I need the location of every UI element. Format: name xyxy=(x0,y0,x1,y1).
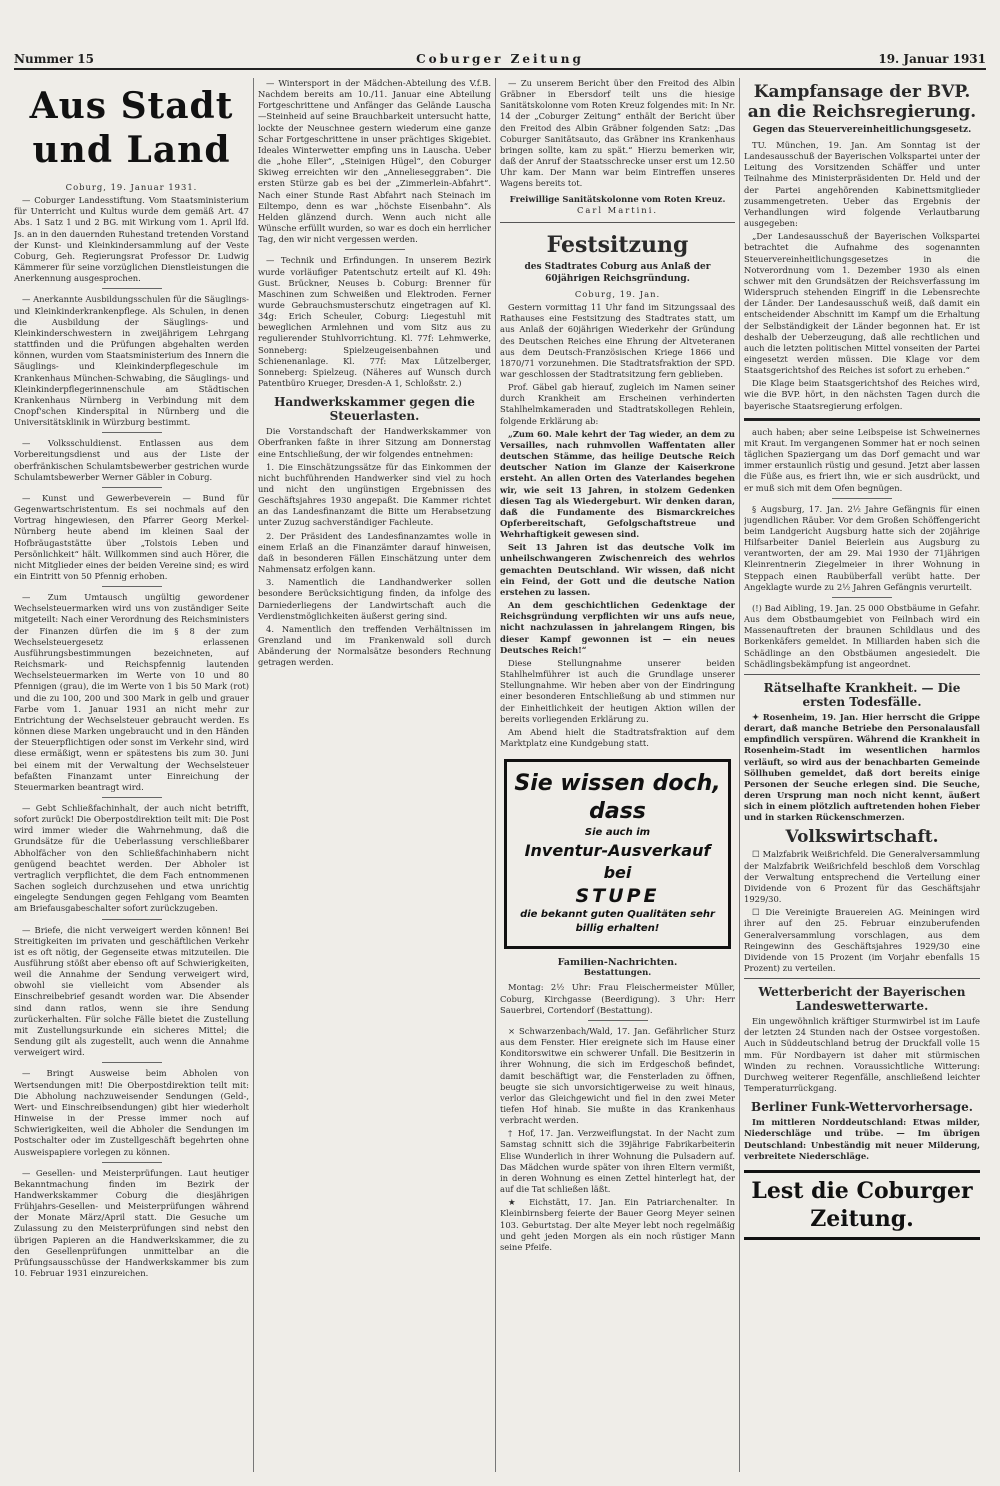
dateline: Coburg, 19. Januar 1931. xyxy=(65,182,198,192)
section-heading-krankheit: Rätselhafte Krankheit. — Die ersten Todesfälle. xyxy=(763,680,961,709)
article-handwerkskammer-point-1: 1. Die Einschätzungssätze für das Einkommen der nicht buchführenden Handwerker sind viel zu hoch und nicht den ungünstigen Ergebnissen des Geschäftsjahres 1930 angepaßt. Die Kammer richtet an das Landesfinanzamt die Bitte um Herabsetzung unter Zuzug sachverständiger Fachleute. xyxy=(258,461,491,528)
article-festsitzung-1: Gestern vormittag 11 Uhr fand im Sitzungssaal des Rathauses eine Festsitzung des Stadtrates statt, um aus Anlaß der 60jährigen Wiederkehr der Gründung des Deutschen Reiches eine Ehrung der Altveteranen aus dem Deutsch-Französischen Kriege 1866 und 1870/71 vorzunehmen. Die Stadtratsfraktion der SPD. war geschlossen der Stadtratsitzung fern geblieben. xyxy=(500,302,735,379)
signature-name: Carl Martini. xyxy=(576,204,659,215)
ad-line-1: Sie wissen doch, dass xyxy=(514,771,721,825)
section-heading-handwerkskammer: Handwerkskammer gegen die Steuerlasten. xyxy=(274,395,475,424)
column-2 xyxy=(258,78,491,1472)
ad-line-5: die bekannt guten Qualitäten sehr billig erhalten! xyxy=(520,909,715,935)
column-rule xyxy=(495,78,496,1472)
section-heading-volkswirtschaft: Volkswirtschaft. xyxy=(785,827,939,848)
section-heading-funkwetter: Berliner Funk-Wettervorhersage. xyxy=(751,1100,973,1115)
article-eichstaett: ★ Eichstätt, 17. Jan. Ein Patriarchenalter. In Kleinbirnsberg feierte der Bauer Georg Meyer seinen 103. Geburtstag. Der alte Meyer lebt noch regelmäßig und geht jeden Morgen als ein noch rüstiger Mann seine Pfeife. xyxy=(500,1197,735,1252)
divider xyxy=(102,432,162,433)
family-news-heading: Familien-Nachrichten. xyxy=(557,957,678,969)
divider xyxy=(102,1062,162,1063)
article-funkwetter: Im mittleren Norddeutschland: Etwas milder, Niederschläge und trübe. — Im übrigen Deutschland: Unbeständig mit neuer Milderung, verbreitete Niederschläge. xyxy=(744,1117,980,1161)
stupe-advertisement xyxy=(504,759,731,949)
section-heading-wetterbericht: Wetterbericht der Bayerischen Landeswetterwarte. xyxy=(758,985,966,1014)
section-heading-festsitzung: Festsitzung xyxy=(546,231,689,258)
article-hof: † Hof, 17. Jan. Verzweiflungstat. In der Nacht zum Samstag schnitt sich die 39jährige Fabrikarbeiterin Elise Wunderlich in ihrer Wohnung die Pulsadern auf. Das Mädchen wurde später von ihren Eltern vermißt, in deren Wohnung es einen Zettel hinterlegt hat, der auf die Tat schließen läßt. xyxy=(500,1128,735,1195)
article-ausweise: — Bringt Ausweise beim Abholen von Wertsendungen mit! Die Oberpostdirektion teilt mit: Die Abholung nachzuweisender Sendungen (Geld-, Wert- und Einschreibsendungen) gibt hier wiederholt Hinweise in der Presse immer noch auf Schwierigkeiten, weil die Abholer die Sendungen im Postschalter oder im Zustellgeschäft begehrten ohne Ausweispapiere vorlegen zu können. xyxy=(14,1068,249,1157)
article-festsitzung-6: Diese Stellungnahme unserer beiden Stahlhelmführer ist auch die Grundlage unserer Stellungnahme. Wir heben aber von der Eindringung einer besonderen Entschließung ab und stimmen nur der Einheitlichkeit der heutigen Aktion willen der bereits vorliegenden Erklärung zu. xyxy=(500,657,735,724)
article-wechselsteuermarken: — Zum Umtausch ungültig gewordener Wechselsteuermarken wird uns von zuständiger Seite mitgeteilt: Nach einer Verordnung des Reichsministers der Finanzen dürfen die im § 8 der zum Wechselsteuergesetz erlassenen Ausführungsbestimmungen bezeichneten, auf Reichsmark- und Reichspfennig lautenden Wechselsteuermarken im Werte von 10 und 80 Pfennigen (grau), die im Werte von 1 bis 50 Mark (rot) und die zu 100, 200 und 300 Mark in gelb und grauer Farbe vom 1. Januar 1931 an nicht mehr zur Entrichtung der Wechselsteuer gebraucht werden. Es können diese Marken ungebraucht und in den Händen der Steuerpflichtigen oder sonst im Verkehr sind, wird diese ermäßigt, wenn er spätestens bis zum 30. Juni bei einem mit der Verwaltung der Wechselsteuer befaßten Finanzamt unter Einreichung der Steuermarken beantragt wird. xyxy=(14,592,249,792)
article-festsitzung-3: „Zum 60. Male kehrt der Tag wieder, an dem zu Versailles, nach ruhmvollen Waffentaten aller deutschen Stämme, das heilige Deutsche Reich deutscher Nation im Glanze der Kaiserkrone ersteht. An allen Orten des Vaterlandes begehen wir, wie seit 13 Jahren, in stolzem Gedenken diesen Tag als Wiedergeburt. Wir denken daran, daß die Fundamente des Bismarckreiches Opferbereitschaft, Gefolgschaftstreue und Wehrhaftigkeit gewesen sind. xyxy=(500,428,735,540)
article-schliessfach: — Gebt Schließfachinhalt, der auch nicht betrifft, sofort zurück! Die Oberpostdirektion teilt mit: Die Post wird immer wieder die Wahrnehmung, daß die Grundsätze für die Ueberlassung verschließbarer Abholfächer von den Schließfachinhabern nicht genügend beachtet werden. Der Abholer ist vertraglich verpflichtet, die dem Fach entnommenen Sachen sogleich durchzusehen und etwa unrichtig eingelegte Sendungen gegen Fehlgang vom Beamten am Briefausgabeschalter sofort zurückzugeben. xyxy=(14,802,249,914)
article-festsitzung-4: Seit 13 Jahren ist das deutsche Volk im unheilschwangeren Zwischenreich des wehrlos gemachten Deutschland. Wir wissen, daß nicht ein Feind, der Gott und die deutsche Nation erstehen zu lassen. xyxy=(500,542,735,597)
article-kunstverein: — Kunst und Gewerbeverein — Bund für Gegenwartschristentum. Es sei nochmals auf den Vortrag hingewiesen, den Pfarrer Georg Merkel-Nürnberg heute abend im kleinen Saal der Hofbräugaststätte über „Tolstois Leben und Persönlichkeit“ hält. Willkommen sind auch Hörer, die nicht Mitglieder eines der beiden Vereine sind; es wird ein Eintritt von 50 Pfennig erhoben. xyxy=(14,492,249,581)
article-festsitzung-2: Prof. Gäbel gab hierauf, zugleich im Namen seiner durch Krankheit am Erscheinen verhinderten Stahlhelmkameraden und Stadtratskollegen Rehlein, folgende Erklärung ab: xyxy=(500,382,735,426)
article-technik: — Technik und Erfindungen. In unserem Bezirk wurde vorläufiger Patentschutz erteilt auf Kl. 49h: Gust. Brückner, Neuses b. Coburg: Brenner für Maschinen zum Schweißen und Elektroden. Ferner wurde Gebrauchsmusterschutz eingetragen auf Kl. 34g: Erich Scheuler, Coburg: Liegestuhl mit beweglichen Armlehnen und vom Sitz aus zu regulierender Stuhlvorrichtung. Kl. 77f: Lehmwerke, Sonneberg: Spielzeugeisenbahnen und Schienenanlage. Kl. 77f: Max Lützelberger, Sonneberg: Spielzeug. (Näheres auf Wunsch durch Patentbüro Krueger, Dresden-A 1, Schloßstr. 2.) xyxy=(258,255,491,389)
family-news-subheading: Bestattungen. xyxy=(583,968,652,979)
article-rosenheim: ✦ Rosenheim, 19. Jan. Hier herrscht die Grippe derart, daß manche Betriebe den Personalausfall empfindlich verspüren. Während die Krankheit in Rosenheim-Stadt im wesentlichen harmlos verläuft, so wird aus der benachbarten Gemeinde Söllhuben gemeldet, daß dort bereits einige Personen der Seuche erlegen sind. Die Seuche, deren Ursprung man noch nicht kennt, äußert sich in einem plötzlich auftretenden hohen Fieber und in starken Rückenschmerzen. xyxy=(744,711,980,823)
divider xyxy=(744,418,980,421)
column-4 xyxy=(744,78,980,1472)
ad-brand: STUPE xyxy=(575,885,660,908)
divider xyxy=(102,487,162,488)
article-bvp-1: TU. München, 19. Jan. Am Sonntag ist der Landesausschuß der Bayerischen Volkspartei unter der Leitung des Vorsitzenden Schäffer und unter Teilnahme des Ministerpräsidenten Dr. Held und der der Partei angehörenden Kabinettsmitglieder zusammengetreten. Ueber das Ergebnis der Verhandlungen wird folgende Verlautbarung ausgegeben: xyxy=(744,140,980,229)
article-brauereien: ☐ Die Vereinigte Brauereien AG. Meiningen wird ihrer auf den 25. Februar einzuberufenden Generalversammlung vorschlagen, aus dem Reingewinn des Geschäftsjahres 1929/30 eine Dividende von 15 Prozent (im Vorjahr ebenfalls 15 Prozent) zu verteilen. xyxy=(744,907,980,973)
article-wetterbericht: Ein ungewöhnlich kräftiger Sturmwirbel ist im Laufe der letzten 24 Stunden nach der Ostsee vorgestoßen. Auch in Süddeutschland betrug der Druckfall volle 15 mm. Für Nordbayern ist daher mit stürmischen Winden zu rechnen. Voraussichtliche Witterung: Durchweg weiterer Regenfälle, anschließend leichter Temperaturrückgang. xyxy=(744,1016,980,1094)
article-bestattungen: Montag: 2½ Uhr: Frau Fleischermeister Müller, Coburg, Kirchgasse (Beerdigung). 3 Uhr: Herr Sauerbrei, Cortendorf (Bestattung). xyxy=(500,982,735,1015)
article-volksschuldienst: — Volksschuldienst. Entlassen aus dem Vorbereitungsdienst und aus der Liste der oberfränkischen Schulamtsbewerber gestrichen wurde Schulamtsbewerber Werner Gäbler in Coburg. xyxy=(14,438,249,482)
divider xyxy=(744,674,980,675)
divider xyxy=(102,288,162,289)
divider xyxy=(500,222,735,223)
article-handwerkskammer-point-3: 3. Namentlich die Landhandwerker sollen besondere Berücksichtigung finden, da infolge des Darniederliegens der Landwirtschaft auch die Verdienstmöglichkeiten äußerst gering sind. xyxy=(258,577,491,621)
article-bvp-3: Die Klage beim Staatsgerichtshof des Reiches wird, wie die BVP. hört, in den nächsten Tagen durch die bayerische Staatsregierung erfolgen. xyxy=(744,378,980,411)
divider xyxy=(345,249,405,250)
column-rule xyxy=(739,78,740,1472)
signature-organization: Freiwillige Sanitätskolonne vom Roten Kreuz. xyxy=(509,193,726,204)
article-schwarzenbach: × Schwarzenbach/Wald, 17. Jan. Gefährlicher Sturz aus dem Fenster. Hier ereignete sich im Hause einer Konditorswitwe ein schwerer Unfall. Die Besitzerin in ihrer Wohnung, die sich im Erdgeschoß befindet, damit beschäftigt war, die Fensterladen zu öffnen, beugte sie sich unvorsichtigerweise zu weit hinaus, verlor das Gleichgewicht und fiel in den zwei Meter tiefen Hof hinab. Sie mußte in das Krankenhaus verbracht werden. xyxy=(500,1025,735,1126)
issue-number: Nummer 15 xyxy=(14,52,94,66)
article-briefe: — Briefe, die nicht verweigert werden können! Bei Streitigkeiten im privaten und geschäftlichen Verkehr ist es oft nötig, der Gegenseite etwas mitzuteilen. Die Ausführung stößt aber ebenso oft auf Schwierigkeiten, weil die Annahme der Sendung verweigert wird, obwohl sie vielleicht vom Absender als Einschreibebrief gesandt worden war. Die Absender sind dann ratlos, wenn sie ihre Sendung zurückerhalten. Für solche Fälle bietet die Zustellung mit Zustellungsurkunde ein sicheres Mittel; die Sendung gilt als zugestellt, auch wenn die Annahme verweigert wird. xyxy=(14,924,249,1058)
divider xyxy=(832,597,892,598)
article-festsitzung-5: An dem geschichtlichen Gedenktage der Reichsgründung verpflichten wir uns aufs neue, nicht nachzulassen in jahrelangem Ringen, bis dieser Kampf gewonnen ist — ein neues Deutsches Reich!“ xyxy=(500,600,735,655)
divider xyxy=(102,919,162,920)
subscription-slogan: Lest die Coburger Zeitung. xyxy=(744,1170,980,1240)
article-handwerkskammer-point-2: 2. Der Präsident des Landesfinanzamtes wolle in einem Erlaß an die Finanzämter darauf hinweisen, daß in besonderen Fällen Einschätzung unter dem Nahmensatz erfolgen kann. xyxy=(258,530,491,575)
article-bvp-2: „Der Landesausschuß der Bayerischen Volkspartei betrachtet die Aufnahme des sogenannten Steuervereinheitlichungsgesetzes in die Notverordnung vom 1. Dezember 1930 als einen schwer mit den Grundsätzen der Reichsverfassung im Widerspruch stehenden Eingriff in die Lebensrechte der Länder. Der Landesausschuß weiß, daß damit ein entscheidender Abschnitt im Kampf um die Erhaltung der Selbständigkeit der Länder begonnen hat. Er ist deshalb der Ueberzeugung, daß alle rechtlichen und auch die letzten politischen Mittel vonseiten der Partei eingesetzt werden müssen. Die Klage vor dem Staatsgerichtshof des Reiches ist sofort zu erheben.“ xyxy=(744,231,980,376)
article-patriarch-continued: auch haben; aber seine Leibspeise ist Schweinernes mit Kraut. Im vergangenen Sommer hat er noch seinen täglichen Spaziergang um das Dorf gemacht und war immer erstaunlich rüstig und gesund. Jetzt aber lassen die Füße aus, es friert ihn, wie er sich ausdrückt, und er muß sich mit dem Ofen begnügen. xyxy=(744,426,980,493)
column-3 xyxy=(500,78,735,1472)
divider xyxy=(102,586,162,587)
article-pruefungen: — Gesellen- und Meisterprüfungen. Laut heutiger Bekanntmachung finden im Bezirk der Handwerkskammer Coburg die diesjährigen Frühjahrs-Gesellen- und Meisterprüfungen während der Monate März/April statt. Die Gesuche um Zulassung zu den Meisterprüfungen sind nebst den übrigen Papieren an die Handwerkskammer, die zu den Gesellenprüfungen unmittelbar an die Prüfungsausschüsse der Handwerkskammer bis zum 10. Februar 1931 einzureichen. xyxy=(14,1167,249,1279)
article-wintersport: — Wintersport in der Mädchen-Abteilung des V.f.B. Nachdem bereits am 10./11. Januar eine Abteilung Fortgeschrittene und Anfänger das Gelände Lauscha—Steinheid auf seine Brauchbarkeit untersucht hatte, lockte der Neuschnee gestern wiederum eine ganze Schar Fortgeschrittene in unser prächtiges Skigebiet. Ideales Winterwetter empfing uns in Lauscha. Ueber die „hohe Eller“, „Steinigen Hügel“, den Coburger Skiweg erreichten wir den „Annelieseggraben“. Die ersten Stürze gab es bei der „Zimmerlein-Abfahrt“. Nach einer Stunde Rast Abfahrt nach Steinach im Eiltempo, denn es war „höchste Eisenbahn“. Als Helden glänzend durch. Wenn auch nicht alle Wünsche erfüllt wurden, so war es doch ein herrlicher Tag, den wir nicht vergessen werden. xyxy=(258,78,491,245)
article-augsburg: § Augsburg, 17. Jan. 2½ Jahre Gefängnis für einen jugendlichen Räuber. Vor dem Großen Schöffengericht beim Landgericht Augsburg hatte sich der 20jährige Hilfsarbeiter Daniel Beierlein aus Augsburg zu verantworten, der am 29. Mai 1930 der 71jährigen Kleinrentnerin Ziegelmeier in ihrer Wohnung in Steppach einen Raubüberfall verübt hatte. Der Angeklagte wurde zu 2½ Jahren Gefängnis verurteilt. xyxy=(744,503,980,592)
divider xyxy=(588,1020,648,1021)
column-1 xyxy=(14,78,249,1472)
article-malzfabrik: ☐ Malzfabrik Weißrichfeld. Die Generalversammlung der Malzfabrik Weißrichfeld beschloß dem Vorschlag der Verwaltung entsprechend die Verteilung einer Dividende von 6 Prozent für das Geschäftsjahr 1929/30. xyxy=(744,849,980,905)
divider xyxy=(102,797,162,798)
article-freitod: — Zu unserem Bericht über den Freitod des Albin Gräbner in Ebersdorf teilt uns die hiesige Sanitätskolonne vom Roten Kreuz folgendes mit: In Nr. 14 der „Coburger Zeitung“ enthält der Bericht über den Freitod des Albin Gräbner folgenden Satz: „Das Coburger Sanitätsauto, das Gräbner ins Krankenhaus bringen sollte, kam zu spät.“ Hierzu bemerken wir, daß der Anruf der Staatsschrecke unser erst um 12.50 Uhr kam. Der Mann war beim Eintreffen unseres Wagens bereits tot. xyxy=(500,78,735,189)
article-ausbildungsschulen: — Anerkannte Ausbildungsschulen für die Säuglings- und Kleinkinderkrankenpflege. Als Schulen, in denen die Ausbildung der Säuglings- und Kleinkinderschwestern in zweijährigem Lehrgang stattfinden und die Prüfungen abgehalten werden können, wurden vom Staatsministerium des Innern die Säuglings- und Kleinkinderpflegeschule im Krankenhaus München-Schwabing, die Säuglings- und Kleinkinderpflegerinnenschule am Städtischen Krankenhaus Nürnberg in Verbindung mit dem Cnopf'schen Kinderspital in Nürnberg und die Universitätsklinik in Würzburg bestimmt. xyxy=(14,294,249,428)
article-festsitzung-7: Am Abend hielt die Stadtratsfraktion auf dem Marktplatz eine Kundgebung statt. xyxy=(500,726,735,748)
ad-line-3: Inventur-Ausverkauf bei xyxy=(524,841,711,883)
section-heading-bvp: Kampfansage der BVP. an die Reichsregierung. xyxy=(747,82,977,122)
article-landesstiftung: — Coburger Landesstiftung. Vom Staatsministerium für Unterricht und Kultus wurde dem gemäß Art. 47 Abs. 1 Satz 1 und 2 BG. mit Wirkung vom 1. April lfd. Js. an in den dauernden Ruhestand tretenden Vorstand der Kunst- und Kleinkindersammlung auf der Veste Coburg, Geh. Regierungsrat Professor Dr. Ludwig Kämmerer für seine vorzüglichen Dienstleistungen die Anerkennung ausgesprochen. xyxy=(14,195,249,284)
column-rule xyxy=(253,78,254,1472)
paper-title: Coburger Zeitung xyxy=(416,52,584,66)
masthead xyxy=(14,52,986,70)
section-heading-local-news: Aus Stadt und Land xyxy=(29,85,234,171)
article-bad-aibling: (!) Bad Aibling, 19. Jan. 25 000 Obstbäume in Gefahr. Aus dem Obstbaumgebiet von Feilnbach wird ein Massenauftreten der braunen Schildlaus und des Borkenkäfers gemeldet. In Milliarden haben sich die Schädlinge an den Obstbäumen angesiedelt. Die Schädlingsbekämpfung ist angeordnet. xyxy=(744,602,980,669)
divider xyxy=(832,498,892,499)
article-handwerkskammer-point-4: 4. Namentlich den treffenden Verhältnissen im Grenzland und im Frankenwald soll durch Abänderung der Normalsätze besonders Rechnung getragen werden. xyxy=(258,623,491,668)
ad-line-2: Sie auch im xyxy=(584,827,651,839)
issue-date: 19. Januar 1931 xyxy=(878,52,986,66)
section-subheading-festsitzung: des Stadtrates Coburg aus Anlaß der 60jährigen Reichsgründung. xyxy=(524,261,711,284)
section-subheading-bvp: Gegen das Steuervereinheitlichungsgesetz. xyxy=(752,125,972,135)
article-handwerkskammer-intro: Die Vorstandschaft der Handwerkskammer von Oberfranken faßte in ihrer Sitzung am Donnerstag eine Entschließung, der wir folgendes entnehmen: xyxy=(258,426,491,459)
dateline: Coburg, 19. Jan. xyxy=(574,288,661,299)
divider xyxy=(744,978,980,979)
divider xyxy=(102,1162,162,1163)
